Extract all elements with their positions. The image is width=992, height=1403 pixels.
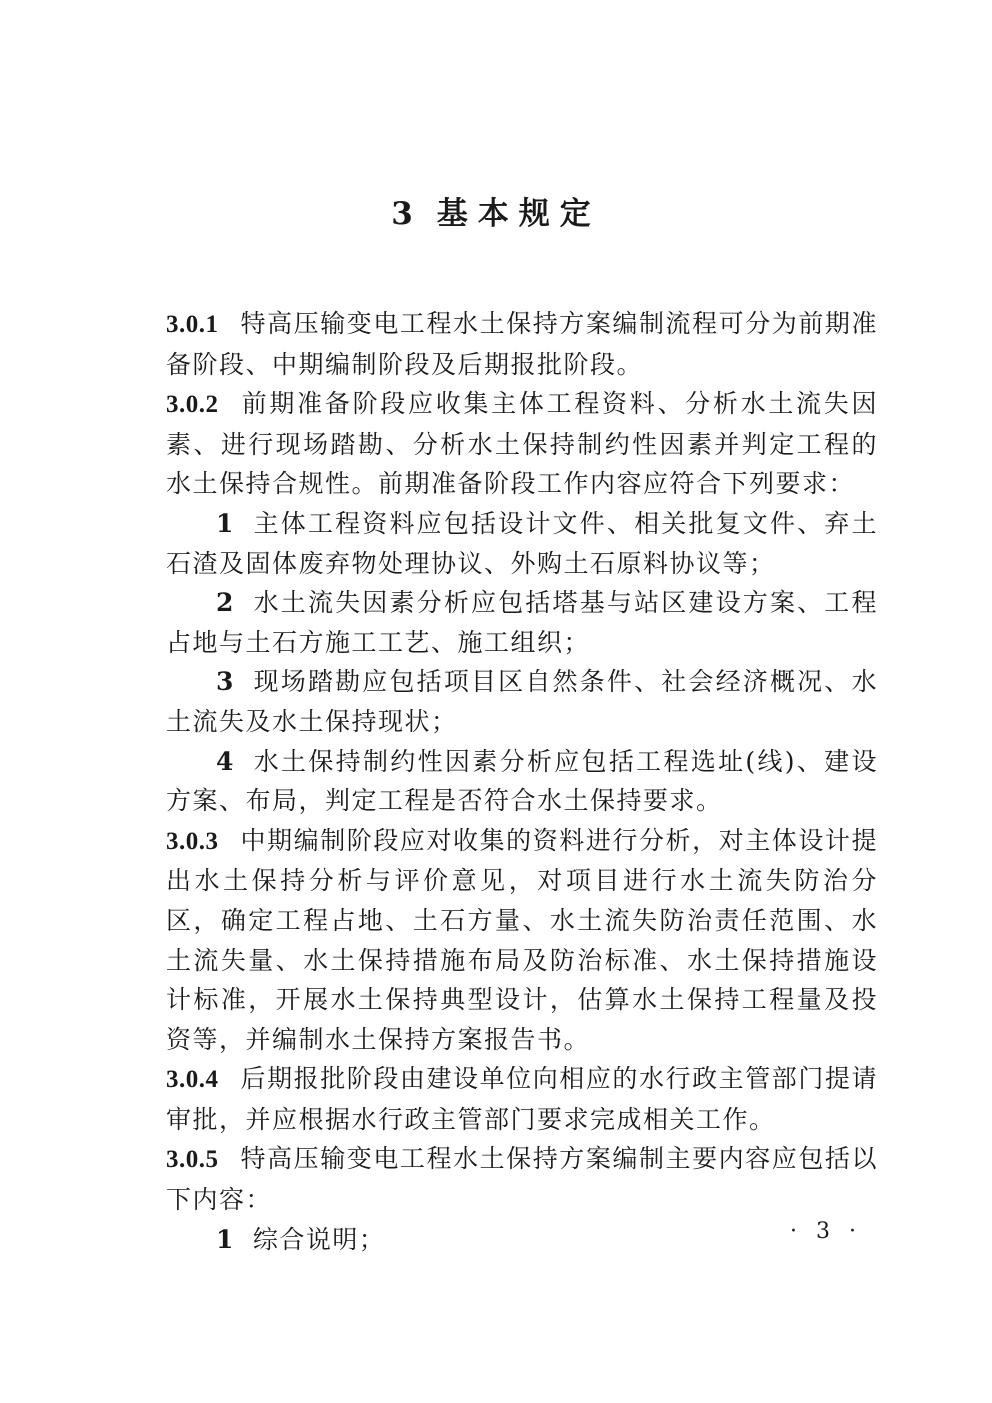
list-item [166,742,878,821]
clause-text: 中期编制阶段应对收集的资料进行分析，对主体设计提出水土保持分析与评价意见，对项目进行水土流失防治分区，确定工程占地、土石方量、水土流失防治责任范围、水土流失量、水土保持措施布局及防治标准、水土保持措施设计标准，开展水土保持典型设计，估算水土保持工程量及投资等，并编制水土保持方案报告书。 [166,825,878,1054]
clause-text: 后期报批阶段由建设单位向相应的水行政主管部门提请审批，并应根据水行政主管部门要求完成相关工作。 [166,1064,878,1134]
clause-text: 特高压输变电工程水土保持方案编制流程可分为前期准备阶段、中期编制阶段及后期报批阶段。 [166,309,878,379]
clause-3-0-5 [166,1139,878,1219]
page-number: · 3 · [790,1219,862,1244]
chapter-title-text: 基本规定 [436,196,601,232]
clause-3-0-1 [166,304,878,384]
clause-3-0-2 [166,384,878,504]
list-item [166,662,878,741]
item-text: 水土保持制约性因素分析应包括工程选址(线)、建设方案、布局，判定工程是否符合水土保持要求。 [166,746,878,816]
item-text: 水土流失因素分析应包括塔基与站区建设方案、工程占地与土石方施工工艺、施工组织； [166,588,878,657]
clause-text: 特高压输变电工程水土保持方案编制主要内容应包括以下内容： [166,1144,878,1215]
item-text: 现场踏勘应包括项目区自然条件、社会经济概况、水土流失及水土保持现状； [166,667,878,736]
clause-3-0-3 [166,821,878,1060]
item-number: 2 [216,588,235,618]
item-text: 主体工程资料应包括设计文件、相关批复文件、弃土石渣及固体废弃物处理协议、外购土石原料协议等； [166,508,878,578]
chapter-number: 3 [391,196,415,232]
item-number: 3 [216,667,235,697]
item-number: 4 [216,746,235,776]
clause-3-0-4 [166,1059,878,1139]
chapter-title [0,188,992,233]
clause-number: 3.0.1 [166,311,219,338]
clause-number: 3.0.2 [166,391,219,419]
item-number: 1 [216,1224,235,1254]
list-item [166,583,878,662]
list-item [166,1220,878,1260]
clause-text: 前期准备阶段应收集主体工程资料、分析水土流失因素、进行现场踏勘、分析水土保持制约性因素并判定工程的水土保持合规性。前期准备阶段工作内容应符合下列要求： [166,389,878,499]
clause-number: 3.0.5 [166,1146,219,1174]
clause-number: 3.0.3 [166,827,219,855]
list-item [166,504,878,583]
item-text: 综合说明； [252,1224,386,1254]
body-text [166,304,878,1259]
item-number: 1 [216,508,235,538]
clause-number: 3.0.4 [166,1066,219,1094]
